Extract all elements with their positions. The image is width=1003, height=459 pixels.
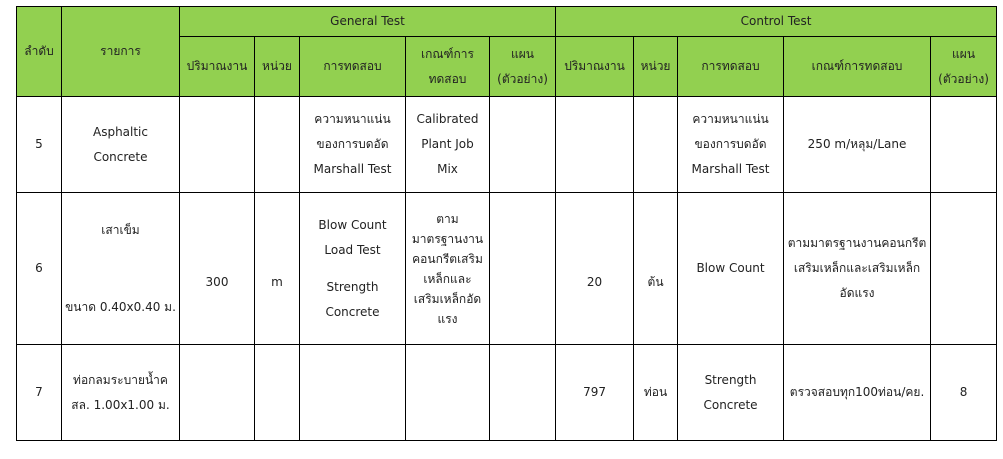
row-6-c-unit: ต้น [634,193,678,345]
row-5-g-qty [180,97,255,193]
header-g-criteria [406,37,490,97]
row-6-g-unit: m [255,193,300,345]
header-c-criteria: เกณฑ์การทดสอบ [784,37,931,97]
header-g-criteria-line-1: เกณฑ์การ [421,46,474,61]
header-g-criteria-line-2: ทดสอบ [428,71,467,86]
header-control-test: Control Test [556,7,997,37]
row-6-g-test-spacer [303,263,402,275]
row-5-g-test-line-1: ความหนาแน่น [314,112,391,126]
header-g-qty: ปริมาณงาน [180,37,255,97]
row-5-g-unit [255,97,300,193]
header-c-plan [931,37,997,97]
header-g-plan [490,37,556,97]
header-general-test: General Test [180,7,556,37]
row-6-c-criteria-line-3: อัดแรง [839,286,875,300]
row-6-item [62,193,180,345]
row-5-c-plan [931,97,997,193]
row-5-c-criteria: 250 m/หลุม/Lane [784,97,931,193]
row-6-c-criteria [784,193,931,345]
row-7-c-criteria: ตรวจสอบทุก100ท่อน/คย. [784,345,931,441]
row-6-g-plan [490,193,556,345]
row-6-g-qty: 300 [180,193,255,345]
row-6-item-spacer [65,243,176,295]
row-7-item-line-1: ท่อกลมระบายน้ำค [73,372,168,387]
row-5-c-test [678,97,784,193]
row-7-c-unit: ท่อน [634,345,678,441]
row-7-g-criteria [406,345,490,441]
row-6-g-test-line-3: Strength [326,279,379,294]
row-5-g-criteria-line-1: Calibrated [416,112,479,126]
table-row [17,97,997,193]
row-5-c-test-line-1: ความหนาแน่น [692,112,769,126]
header-g-test: การทดสอบ [300,37,406,97]
header-c-unit: หน่วย [634,37,678,97]
row-6-g-test [300,193,406,345]
row-7-c-test [678,345,784,441]
row-6-g-test-line-1: Blow Count [318,217,387,232]
row-7-c-qty: 797 [556,345,634,441]
row-7-g-qty [180,345,255,441]
row-7-item [62,345,180,441]
row-5-item-line-1: Asphaltic [92,124,148,139]
header-c-plan-line-1: แผน [952,46,976,61]
row-7-g-unit [255,345,300,441]
table-row [17,193,997,345]
header-no: ลำดับ [17,7,62,97]
row-7-item-line-2: สล. 1.00x1.00 ม. [71,397,170,412]
row-6-c-criteria-line-1: ตามมาตรฐานงานคอนกรีต [787,236,927,250]
row-5-g-test-line-2: ของการบดอัด [316,137,389,151]
row-6-c-plan [931,193,997,345]
row-7-no: 7 [17,345,62,441]
row-6-item-line-2: ขนาด 0.40x0.40 ม. [65,299,176,314]
row-7-c-test-line-2: Concrete [703,397,758,412]
row-6-g-test-line-4: Concrete [325,304,380,319]
row-5-item [62,97,180,193]
header-c-qty: ปริมาณงาน [556,37,634,97]
row-5-c-qty [556,97,634,193]
test-plan-table [16,6,997,441]
header-g-unit: หน่วย [255,37,300,97]
row-6-c-qty: 20 [556,193,634,345]
header-c-plan-line-2: (ตัวอย่าง) [938,71,989,86]
header-item: รายการ [62,7,180,97]
row-5-g-test [300,97,406,193]
row-5-item-line-2: Concrete [93,149,148,164]
row-5-c-test-line-3: Marshall Test [691,162,770,176]
row-5-g-test-line-3: Marshall Test [313,162,392,176]
row-7-g-test [300,345,406,441]
row-5-c-unit [634,97,678,193]
row-5-g-criteria [406,97,490,193]
row-6-g-criteria-line-5: เสริมเหล็กอัด [413,291,482,306]
row-5-g-criteria-line-2: Plant Job [421,137,474,151]
row-6-g-criteria-line-1: ตาม [436,211,459,226]
row-5-no: 5 [17,97,62,193]
row-7-c-plan: 8 [931,345,997,441]
test-plan-table-container [16,6,997,441]
header-g-plan-line-2: (ตัวอย่าง) [497,71,548,86]
row-6-item-line-1: เสาเข็ม [101,222,140,237]
row-6-c-test: Blow Count [678,193,784,345]
row-7-g-plan [490,345,556,441]
header-g-plan-line-1: แผน [511,46,534,61]
row-5-c-test-line-2: ของการบดอัด [694,137,767,151]
table-row [17,345,997,441]
row-5-g-criteria-line-3: Mix [437,162,458,176]
row-6-g-test-line-2: Load Test [324,242,381,257]
row-5-g-plan [490,97,556,193]
header-c-test: การทดสอบ [678,37,784,97]
row-6-c-criteria-line-2: เสริมเหล็กและเสริมเหล็ก [793,261,921,275]
row-6-g-criteria-line-2: มาตรฐานงาน [411,231,484,246]
row-6-no: 6 [17,193,62,345]
row-6-g-criteria [406,193,490,345]
row-6-g-criteria-line-4: เหล็กและ [423,271,472,286]
row-6-g-criteria-line-6: แรง [437,311,458,326]
row-7-c-test-line-1: Strength [704,372,757,387]
row-6-g-criteria-line-3: คอนกรีตเสริม [412,251,483,266]
